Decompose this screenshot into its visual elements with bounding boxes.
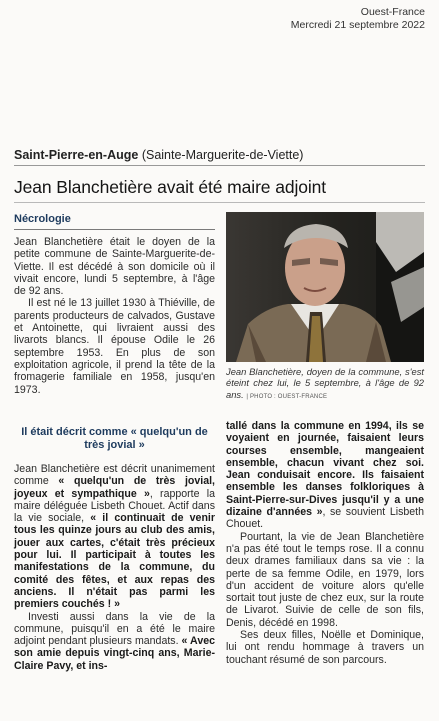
caption-text: Jean Blanchetière, doyen de la commune, s'est éteint chez lui, le 5 septembre, à l'âge de 92 ans.: [226, 366, 424, 400]
publication-header: [291, 6, 425, 32]
quote-segment: « quelqu'un de très jovial, joyeux et sympathique »: [14, 475, 215, 500]
paragraph-dramas: Pourtant, la vie de Jean Blanchetière n'a pas été tout le temps rose. Il a connu deux drames familiaux dans sa vie : la perte de sa femme Odile, en 1979, lors d'un accident de voiture alors qu'elle sortait tout juste de chez eux, sur la route de Livarot. Suivie de celle de son fils, Denis, décédé en 1998.: [226, 530, 424, 629]
paragraph-biography: Il est né le 13 juillet 1930 à Thiéville, de parents producteurs de calvados, Gustave et Antoinette, qui livraient aussi des livarots blancs. Il épouse Odile le 26 septembre 1953. En plus de son exploitation agricole, il prend la tête de la fromagerie familiale en 1958, jusqu'en 1973.: [14, 297, 215, 396]
text-segment: Jean Blanchetière est décrit unanimement comme: [14, 463, 215, 488]
quote-segment: « il continuait de venir tous les quinze jours au club des amis, jouer aux cartes, c'était très précieux pour lui. Il participait à toutes les manifestations de la commune, du comité des fêtes, et aux repas des anciens. Il n'était pas parmi les premiers couchés ! »: [14, 512, 215, 611]
portrait-photo: [226, 212, 424, 362]
location-town: Saint-Pierre-en-Auge: [14, 148, 139, 162]
publication-name: Ouest-France: [360, 6, 425, 18]
location-divider: [14, 165, 425, 166]
text-segment: Investi aussi dans la vie de la commune, puisqu'il en a été le maire adjoint pendant plusieurs mandats.: [14, 610, 215, 648]
article-column-2: [226, 420, 424, 666]
paragraph-intro: Jean Blanchetière était le doyen de la petite commune de Sainte-Marguerite-de-Viette. Il est décédé à son domicile où il vivait encore, lundi 5 septembre, à l'âge de 92 ans.: [14, 236, 215, 298]
rubric-divider: [14, 229, 215, 230]
article-column-1-top: [14, 236, 215, 396]
location-commune: (Sainte-Marguerite-de-Viette): [141, 148, 304, 162]
portrait-illustration: [226, 212, 424, 362]
paragraph-friendship: [226, 420, 424, 531]
photo-credit: | PHOTO : OUEST-FRANCE: [246, 393, 328, 400]
headline-divider: [14, 202, 425, 203]
article-headline: Jean Blanchetière avait été maire adjoint: [14, 177, 327, 197]
location-line: [14, 148, 303, 162]
article-column-1-bottom: [14, 463, 215, 672]
rubric-label: Nécrologie: [14, 213, 71, 225]
text-segment: , rapporte la maire déléguée Lisbeth Chouet. Actif dans la vie sociale,: [14, 487, 215, 525]
publication-date: Mercredi 21 septembre 2022: [290, 19, 425, 31]
paragraph-commune: [14, 611, 215, 672]
article-subhead: Il était décrit comme « quelqu'un de très jovial »: [21, 426, 208, 451]
paragraph-tribute: Ses deux filles, Noëlle et Dominique, lui ont rendu hommage à travers un touchant résumé de son parcours.: [226, 629, 424, 666]
quote-segment: « Avec son amie depuis vingt-cinq ans, Marie-Claire Pavy, et ins-: [14, 635, 215, 672]
quote-segment: tallé dans la commune en 1994, ils se voyaient en journée, faisaient leurs courses ensemble, mangeaient ensemble, chacun vivant chez soi. Jean conduisait encore. Ils faisaient ensemble les danses folkloriques à Saint-Pierre-sur-Dives jusqu'il y a une dizaine d'années »: [226, 420, 424, 519]
photo-caption: [226, 366, 424, 403]
paragraph-jovial: [14, 463, 215, 611]
text-segment: , se souvient Lisbeth Chouet.: [226, 506, 424, 531]
